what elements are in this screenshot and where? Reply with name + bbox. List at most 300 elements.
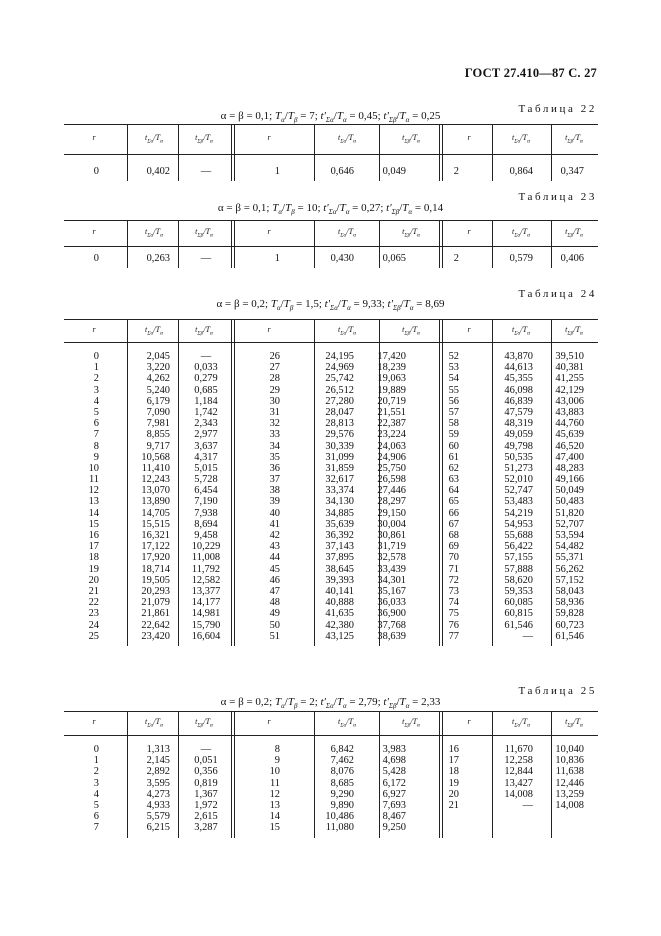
table-cell: 55,688 [504,530,533,541]
table-cell: 0 [93,253,99,264]
table-cell: 16 [448,744,459,755]
table-cell: — [200,166,212,177]
ratio-value: = 1,5; [293,298,325,310]
table-cell: 0,263 [146,253,170,264]
table-cell: 9,717 [146,440,170,452]
table-cell: 17 [88,541,99,553]
table-cell: 35,167 [377,585,406,597]
table-cell: 17,420 [377,351,406,362]
table-cell: 0,279 [194,373,218,385]
table-cell: 21,551 [377,406,406,418]
table-cell: 19,889 [377,384,406,396]
table-cell: 67 [448,518,459,530]
table-cell: 0,864 [509,166,533,177]
table-cell: 11,638 [555,766,584,778]
table-cell: 37,768 [377,619,406,631]
table-column [399,744,459,811]
table-cell: 13,890 [141,496,170,508]
table-cell: 0,051 [194,755,218,767]
table-cell: 4,933 [146,799,170,811]
column-header: $t_{\Sigma\beta}/T_\alpha$ [195,227,213,239]
table-cell: 1 [93,755,99,767]
table-cell: 2,977 [194,429,218,441]
table-cell: 13,070 [141,485,170,497]
column-header: $t_{\Sigma\beta}/T_\alpha$ [565,133,583,145]
table-cell: 0,356 [194,766,218,778]
table-column [110,351,170,642]
table-cell: 26,512 [325,384,354,396]
table-cell: 0,646 [330,166,354,177]
table-cell: 45,639 [555,429,584,441]
table-cell: 61,546 [504,619,533,631]
table-cell: 24,906 [377,451,406,463]
table-cell: 23,420 [141,630,170,642]
table-column [524,253,584,264]
column-header: r [267,324,271,334]
table-cell: 64 [448,485,459,497]
table-cell: 24 [88,619,99,631]
column-header: $t_{\Sigma\alpha}/T_\alpha$ [145,324,163,337]
table-cell: 45,355 [504,373,533,385]
table-cell: 74 [448,597,459,609]
table-cell: 36,900 [377,608,406,620]
column-header: r [467,227,471,236]
table-cell: 18 [448,766,459,778]
table-cell: 33 [269,429,280,441]
table-cell: 28,813 [325,418,354,430]
table-cell: 9,250 [382,822,406,834]
column-header: $t_{\Sigma\alpha}/T_\alpha$ [512,717,530,729]
table-cell: 10,040 [555,744,584,755]
table-cell: 7,462 [330,755,354,767]
table-cell: 48 [269,597,280,609]
table-cell: 18,239 [377,362,406,374]
table-cell: 8,694 [194,518,218,530]
table-cell: 46,839 [504,395,533,407]
table-cell: 5,240 [146,384,170,396]
table-cell: 40 [269,507,280,519]
table-cell: 7,190 [194,496,218,508]
table-cell: 12 [269,788,280,800]
table-cell: 29,150 [377,507,406,519]
table-cell: 28 [269,373,280,385]
table-cell: 8,685 [330,777,354,789]
table-cell: 37,895 [325,552,354,564]
table-cell: 53 [448,362,459,374]
table-cell: 7,090 [146,406,170,418]
column-header: $t_{\Sigma\beta}/T_\alpha$ [565,227,583,239]
column-header: r [467,133,471,142]
table-cell: 6,172 [382,777,406,789]
table-cell: 25,742 [325,373,354,385]
table-cell: 41 [269,518,280,530]
table-cell: 15,790 [191,619,221,631]
table-cell: 10 [88,462,99,474]
table-cell: 28,047 [325,406,354,418]
table-cell: 53,483 [504,496,533,508]
table-column [39,744,99,834]
column-header: r [267,717,271,726]
table-cell: 14 [269,811,280,823]
table-cell: 14,008 [555,799,584,811]
table-cell: 61,546 [555,630,584,642]
table-cell: 26,598 [377,474,406,486]
table-cell: 0,065 [382,253,406,264]
table-cell: 76 [448,619,459,631]
table-cell: 50,535 [504,451,533,463]
table-cell: — [200,351,212,362]
table-cell: 20 [88,574,99,586]
column-header: $t_{\Sigma\alpha}/T_\alpha$ [338,717,356,729]
table-cell: 7 [93,429,99,441]
table-cell: 49,798 [504,440,533,452]
table-column [346,351,406,642]
table-cell: 40,381 [555,362,584,374]
table-cell: 12,258 [504,755,533,767]
table-column [110,253,170,264]
page-header: ГОСТ 27.410—87 С. 27 [464,66,597,80]
table-cell: 6,842 [330,744,354,755]
table-cell: 59,353 [504,585,533,597]
table-cell: 57,155 [504,552,533,564]
table-cell: 70 [448,552,459,564]
table-cell: 57,888 [504,563,533,575]
table-cell: 44,613 [504,362,533,374]
table-cell: 56 [448,395,459,407]
ratio-value: = 7; [297,110,321,122]
table-cell: 37,143 [325,541,354,553]
table-cell: 44 [269,552,280,564]
table-cell: 4,273 [146,788,170,800]
table-cell: 9 [93,451,99,463]
table-cell: 37 [269,474,280,486]
table-cell: 46,520 [555,440,584,452]
table-cell: 30,861 [377,530,406,541]
table-cell: 2 [93,373,99,385]
table-caption: α = β = 0,1; $T_\alpha/T_\beta = 7$; $t'_{\Sigma\alpha}/T_\alpha = 0,45$; $t'_{\Sigma\beta}/T_\alpha = 0,25$ [220,110,441,125]
table-cell: 19,063 [377,373,406,385]
table-cell: 11,080 [325,822,354,834]
table-cell: 14 [88,507,99,519]
table-cell: 2,145 [146,755,170,767]
table-cell: 31,719 [377,541,406,553]
table-cell: 36,392 [325,530,354,541]
table-cell: 50 [269,619,280,631]
table-cell: 6,215 [146,822,170,834]
table-caption: α = β = 0,1; $T_\alpha/T_\beta = 10$; $t'_{\Sigma\alpha}/T_\alpha = 0,27$; $t'_{\Sigma\beta}/T_\alpha = 0,14$ [217,202,444,217]
table-cell: 25 [88,630,99,642]
table-number: Таблица 25 [518,685,597,697]
table-cell: 47 [269,585,280,597]
table-cell: 2,892 [146,766,170,778]
table-cell: 35,639 [325,518,354,530]
table-cell: 55 [448,384,459,396]
table-cell: 29,576 [325,429,354,441]
table-column [294,253,354,264]
table-cell: 6 [93,418,99,430]
table-cell: 36 [269,462,280,474]
table-cell: 15,515 [141,518,170,530]
table-cell: 3 [93,777,99,789]
column-header: r [267,227,271,236]
table-cell: 3,595 [146,777,170,789]
table-cell: 58 [448,418,459,430]
table-cell: 58,043 [555,585,584,597]
table-cell: 1,742 [194,406,218,418]
table-cell: 54,482 [555,541,584,553]
table-cell: 47,400 [555,451,584,463]
table-cell: 13,427 [504,777,533,789]
table-cell: 0,347 [560,166,584,177]
table-cell: 5,579 [146,811,170,823]
table-cell: 73 [448,585,459,597]
column-header: $t_{\Sigma\beta}/T_\alpha$ [195,717,213,729]
table-cell: 4 [93,788,99,800]
column-header: $t_{\Sigma\alpha}/T_\alpha$ [338,133,356,145]
table-cell: 41,635 [325,608,354,620]
table-cell: 12,582 [191,574,221,586]
table-header-rule [64,246,598,247]
table-cell: 18 [88,552,99,564]
table-cell: 45 [269,563,280,575]
table-cell: 72 [448,574,459,586]
table-cell: 3 [93,384,99,396]
table-cell: 2,615 [194,811,218,823]
table-cell: 18,714 [141,563,170,575]
table-cell: 48,283 [555,462,584,474]
table-top-rule [64,124,598,125]
table-cell: 51,820 [555,507,584,519]
table-cell: 15 [269,822,280,834]
table-cell: 22 [88,597,99,609]
table-cell: 0,049 [382,166,406,177]
table-cell: 42 [269,530,280,541]
table-cell: 3,637 [194,440,218,452]
table-cell: 0 [93,166,99,177]
table-cell: 48,319 [504,418,533,430]
table-cell: 4,262 [146,373,170,385]
table-cell: 49 [269,608,280,620]
column-header: $t_{\Sigma\beta}/T_\alpha$ [565,324,583,337]
table-cell: 34,301 [377,574,406,586]
table-cell: 44,760 [555,418,584,430]
column-header: $t_{\Sigma\alpha}/T_\alpha$ [145,717,163,729]
table-cell: 2,045 [146,351,170,362]
table-cell: 0,430 [330,253,354,264]
column-header: r [92,227,96,236]
table-cell: 60,723 [555,619,584,631]
table-cell: 52,707 [555,518,584,530]
table-cell: 2,343 [194,418,218,430]
column-header: r [267,133,271,142]
table-cell: 46 [269,574,280,586]
table-cell: 14,705 [141,507,170,519]
table-cell: 1 [274,166,280,177]
table-cell: 33,439 [377,563,406,575]
table-cell: 17,122 [141,541,170,553]
table-cell: 1,184 [194,395,218,407]
table-number: Таблица 22 [518,103,597,115]
table-cell: 22,642 [141,619,170,631]
table-column [39,253,99,264]
table-cell: 61 [448,451,459,463]
table-column [294,351,354,642]
table-cell: 1 [274,253,280,264]
table-cell: 19 [88,563,99,575]
table-caption: α = β = 0,2; $T_\alpha/T_\beta = 1,5$; $t'_{\Sigma\alpha}/T_\alpha = 9,33$; $t'_{\Sigma\beta}/T_\alpha = 8,69$ [216,298,445,313]
table-cell: 0,033 [194,362,218,374]
column-header: r [92,717,96,726]
column-header: $t_{\Sigma\beta}/T_\alpha$ [565,717,583,729]
table-cell: 16,321 [141,530,170,541]
table-cell: — [200,253,212,264]
table-cell: 75 [448,608,459,620]
table-cell: — [522,799,533,811]
table-cell: 12,446 [555,777,584,789]
table-cell: 49,059 [504,429,533,441]
table-caption: α = β = 0,2; $T_\alpha/T_\beta = 2$; $t'_{\Sigma\alpha}/T_\alpha = 2,79$; $t'_{\Sigma\beta}/T_\alpha = 2,33$ [220,696,441,711]
table-cell: 53,594 [555,530,584,541]
table-cell: 6 [93,811,99,823]
table-cell: 6,179 [146,395,170,407]
table-cell: — [522,630,533,642]
table-cell: 59 [448,429,459,441]
table-column [220,166,280,177]
table-cell: 14,981 [191,608,221,620]
table-cell: 19 [448,777,459,789]
table-cell: 51 [269,630,280,642]
table-cell: 54 [448,373,459,385]
column-header: r [467,717,471,726]
table-column [524,744,584,811]
table-cell: 9,890 [330,799,354,811]
table-cell: 34,885 [325,507,354,519]
table-cell: 3,983 [382,744,406,755]
table-cell: 43,125 [325,630,354,642]
table-cell: 4,698 [382,755,406,767]
table-cell: 38 [269,485,280,497]
table-cell: 11,792 [191,563,221,575]
table-cell: 30,004 [377,518,406,530]
column-header: $t_{\Sigma\beta}/T_\alpha$ [402,324,420,337]
table-cell: 20,293 [141,585,170,597]
table-cell: 27,446 [377,485,406,497]
table-cell: 27 [269,362,280,374]
table-cell: 43 [269,541,280,553]
table-column [346,253,406,264]
table-cell: 5,728 [194,474,218,486]
table-cell: 41,255 [555,373,584,385]
table-cell: 47,579 [504,406,533,418]
table-cell: 21 [448,799,459,811]
table-cell: 58,936 [555,597,584,609]
table-cell: 11 [88,474,99,486]
table-cell: 66 [448,507,459,519]
table-cell: 10,229 [191,541,221,553]
table-cell: 0 [93,351,99,362]
table-cell: 24,195 [325,351,354,362]
table-cell: 6,454 [194,485,218,497]
table-cell: — [200,744,212,755]
table-column [346,166,406,177]
column-header: $t_{\Sigma\alpha}/T_\alpha$ [145,133,163,145]
table-cell: 40,888 [325,597,354,609]
table-cell: 35 [269,451,280,463]
table-cell: 0,402 [146,166,170,177]
table-cell: 20 [448,788,459,800]
table-cell: 5,015 [194,462,218,474]
table-cell: 58,620 [504,574,533,586]
table-header-rule [64,342,598,343]
table-cell: 14,177 [191,597,221,609]
table-cell: 36,033 [377,597,406,609]
table-cell: 23 [88,608,99,620]
table-cell: 63 [448,474,459,486]
table-cell: 62 [448,462,459,474]
table-cell: 21,861 [141,608,170,620]
table-header-rule [64,735,598,736]
table-cell: 24,063 [377,440,406,452]
table-cell: 39,393 [325,574,354,586]
table-cell: 8,467 [382,811,406,823]
table-cell: 12,844 [504,766,533,778]
table-cell: 21,079 [141,597,170,609]
table-number: Таблица 24 [518,288,597,300]
table-cell: 22,387 [377,418,406,430]
table-cell: 31,859 [325,462,354,474]
table-cell: 11,008 [191,552,221,564]
table-cell: 15 [88,518,99,530]
table-cell: 29 [269,384,280,396]
table-cell: 52,010 [504,474,533,486]
table-cell: 60 [448,440,459,452]
table-column [220,744,280,834]
table-cell: 26 [269,351,280,362]
table-cell: 52,747 [504,485,533,497]
table-cell: 9 [274,755,280,767]
table-cell: 9,290 [330,788,354,800]
table-cell: 7 [93,822,99,834]
table-column [399,253,459,264]
table-cell: 0 [93,744,99,755]
table-cell: 2 [453,253,459,264]
table-cell: 1,313 [146,744,170,755]
table-cell: 8,855 [146,429,170,441]
table-cell: 32,578 [377,552,406,564]
table-cell: 3,220 [146,362,170,374]
table-column [399,351,459,642]
table-cell: 16,604 [191,630,221,642]
table-cell: 42,129 [555,384,584,396]
table-cell: 27,280 [325,395,354,407]
table-cell: 57 [448,406,459,418]
table-cell: 7,981 [146,418,170,430]
table-cell: 4 [93,395,99,407]
ratio-value: = 2; [297,696,321,708]
column-header: $t_{\Sigma\beta}/T_\alpha$ [195,133,213,145]
column-header: $t_{\Sigma\alpha}/T_\alpha$ [145,227,163,239]
table-cell: 60,815 [504,608,533,620]
table-cell: 43,870 [504,351,533,362]
table-cell: 57,152 [555,574,584,586]
column-header: $t_{\Sigma\alpha}/T_\alpha$ [338,324,356,337]
column-header: $t_{\Sigma\beta}/T_\alpha$ [402,717,420,729]
table-cell: 34,130 [325,496,354,508]
column-header: r [92,324,96,334]
table-cell: 1,367 [194,788,218,800]
table-cell: 17 [448,755,459,767]
table-cell: 4,317 [194,451,218,463]
